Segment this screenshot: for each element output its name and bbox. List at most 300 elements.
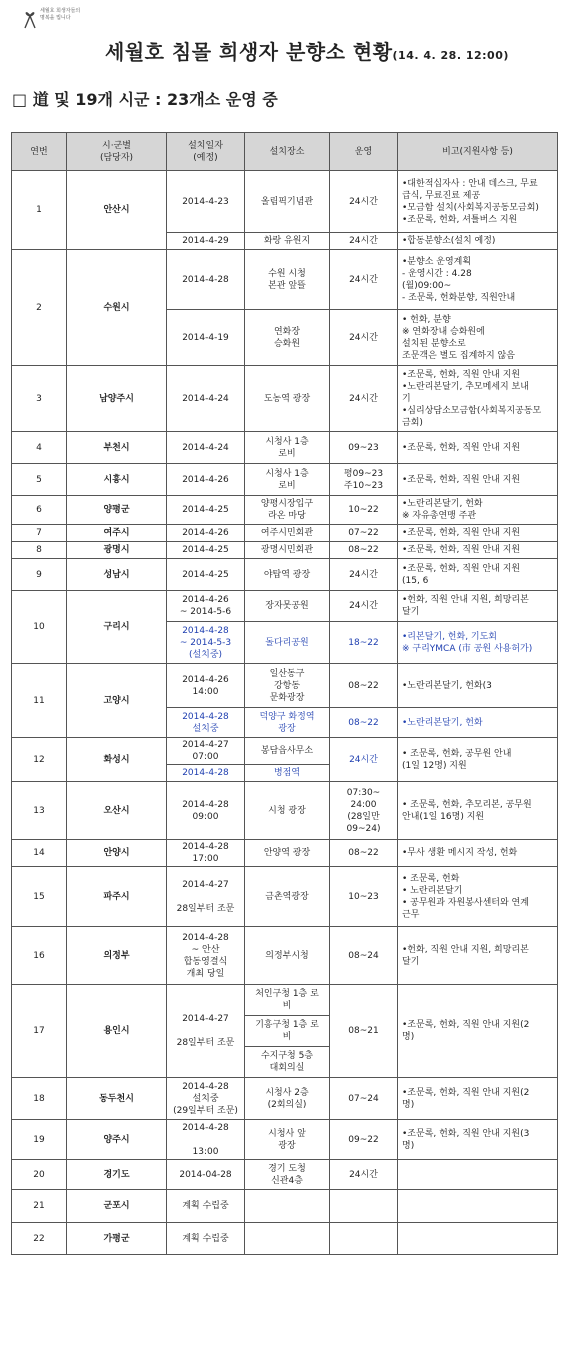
region-name-line: 여주시 [103,528,130,538]
operating-hours-line: 10~22 [348,505,379,515]
table-row [12,496,558,525]
install-date [167,250,245,310]
remarks-line: ※ 구리YMCA (市 공원 사용허가) [402,643,533,654]
operating-hours-line: 24시간 [349,236,378,246]
operating-hours [330,782,398,840]
operating-hours-line: 평09~23 [343,468,384,479]
remarks [398,927,558,985]
remarks-line: •합동분향소(설치 예정) [402,236,496,246]
install-date-line: 2014-4-23 [182,196,229,207]
operating-hours [330,1160,398,1190]
column-header-1-line: 시·군별 [102,140,131,151]
install-date [167,840,245,867]
install-place-line: 대회의실 [269,1063,305,1073]
operating-hours [330,464,398,496]
remarks-line [402,1200,555,1212]
remarks-line: •심리상담소모금함(사회복지공동모 [402,405,542,416]
row-number [12,664,67,738]
region-name [67,1078,167,1120]
install-date-line: ~ 2014-5-6 [179,607,232,617]
table-row [12,1223,558,1255]
operating-hours-line: 07~22 [348,528,379,538]
install-place-line: 광명시민회관 [260,545,314,555]
remarks-line: •조문록, 헌화, 직원 안내 지원 [402,528,521,538]
table-row [12,1160,558,1190]
remarks-line: ※ 연화장내 승화원에 [402,326,485,337]
row-number-line: 20 [33,1169,45,1180]
remarks-line: •헌화, 직원 안내 지원, 희망리본 [402,944,529,955]
install-date [167,432,245,464]
install-place-line: 도농역 광장 [263,393,311,404]
install-date-line: 2014-4-28 [182,1122,229,1133]
remarks-line: •노란리본달기, 추모메세지 보내 [402,381,529,392]
install-place-line: 라온 마당 [268,511,306,521]
install-place-line: 연화장 [273,326,301,337]
title-date: (14. 4. 28. 12:00) [392,49,509,62]
operating-hours-line: 24시간 [349,196,378,207]
install-date [167,233,245,250]
install-date-line: 2014-04-28 [179,1169,232,1180]
install-place-line: 본관 앞뜰 [268,280,306,291]
install-place-line: 일산동구 [269,668,305,679]
remarks [398,867,558,927]
install-date [167,496,245,525]
install-date-line: 09:00 [192,811,219,822]
remarks-line: - 조문록, 헌화분향, 직원안내 [402,292,516,303]
remarks-line: •모금함 설치(사회복지공동모금회) [402,202,539,213]
remarks [398,233,558,250]
install-date [167,1160,245,1190]
operating-hours [330,738,398,782]
remarks-line: 기 [402,393,411,404]
install-place-line: 수원 시청 [268,268,306,279]
table-row [12,171,558,233]
install-date-line: 13:00 [192,1146,219,1157]
row-number [12,927,67,985]
install-place [245,542,330,559]
install-place-line: 광장 [278,1140,296,1151]
column-header-4 [330,133,398,171]
remarks-line: 급식, 무료진료 제공 [402,190,481,201]
region-name [67,867,167,927]
operating-hours-line: 07:30~ [346,787,381,798]
region-name-line: 동두천시 [99,1093,134,1104]
install-place-line [247,1233,327,1245]
install-date [167,867,245,927]
install-place [245,1047,330,1078]
table-header-row [12,133,558,171]
install-date-line: 2014-4-27 [182,740,229,750]
region-name-line: 시흥시 [103,474,130,485]
region-name-line: 광명시 [103,545,130,555]
remarks-line: •분향소 운영계획 [402,256,472,267]
install-date-line: 설치중 [192,1093,219,1104]
operating-hours [330,622,398,664]
install-place [245,1160,330,1190]
remarks-line: •조문록, 헌화, 셔틀버스 지원 [402,214,518,225]
remarks [398,171,558,233]
row-number [12,840,67,867]
operating-hours [330,310,398,366]
install-date [167,464,245,496]
install-date-line: 2014-4-25 [182,545,229,555]
install-place-line: 강항동 [273,680,301,691]
install-place [245,1190,330,1223]
operating-hours-line: 07~24 [348,1093,379,1104]
region-name [67,366,167,432]
remarks [398,559,558,591]
row-number [12,867,67,927]
install-date-line: 2014-4-29 [182,236,229,246]
remarks-line: 명) [402,1032,415,1042]
install-date [167,765,245,782]
remarks-line: 명) [402,1140,415,1151]
install-place [245,985,330,1016]
table-body [12,171,558,1255]
region-name-line: 오산시 [103,805,130,816]
remarks-line: •대한적십자사 : 안내 데스크, 무료 [402,178,538,189]
install-date-line: 2014-4-28 [182,799,229,810]
operating-hours [330,840,398,867]
region-name [67,250,167,366]
install-date [167,738,245,765]
remarks-line: 조문객은 별도 집계하지 않음 [402,350,515,361]
table-row [12,432,558,464]
remarks-line [402,1169,555,1181]
install-date-line: ~ 안산 [191,944,220,955]
remarks [398,525,558,542]
install-place [245,1223,330,1255]
row-number-line: 2 [36,302,42,313]
remarks-line: • 노란리본달기 [402,885,463,896]
install-place-line: 덕양구 화정역 [259,711,315,722]
remarks-line: •노란리본달기, 헌화 [402,499,483,509]
table-row [12,250,558,310]
install-date-line: 2014-4-26 [182,528,229,538]
remarks-line: •리본달기, 헌화, 기도회 [402,631,497,642]
region-name [67,1120,167,1160]
install-place [245,927,330,985]
region-name-line: 수원시 [103,302,130,313]
install-place-line: 시청 광장 [268,805,306,816]
install-date-line: 2014-4-27 [182,879,229,890]
row-number [12,366,67,432]
operating-hours-line: 08~22 [348,545,379,555]
region-name-line: 고양시 [103,695,130,706]
table-row [12,525,558,542]
operating-hours [330,171,398,233]
remarks-line: •노란리본달기, 헌화(3 [402,680,492,691]
remarks-line: 명) [402,1099,415,1110]
remarks-line: • 조문록, 헌화, 추모리본, 공무원 [402,799,532,810]
install-date [167,542,245,559]
memorial-logo [22,6,84,34]
install-place [245,171,330,233]
region-name [67,464,167,496]
install-place-line: 돌다리공원 [265,637,309,648]
operating-hours-line: 24시간 [349,1169,378,1180]
region-name-line: 안양시 [103,848,130,858]
install-date [167,1120,245,1160]
install-place-line: 승화원 [273,338,301,349]
row-number [12,1190,67,1223]
operating-hours-line: 24시간 [349,569,378,580]
remarks-line: •헌화, 직원 안내 지원, 희망리본 [402,595,529,605]
remarks-line: 달기 [402,607,420,617]
install-date-line: 개최 당일 [186,968,225,979]
remarks-line: •조문록, 헌화, 직원 안내 지원 [402,545,521,555]
install-place-line: 장자못공원 [265,601,309,611]
operating-hours-line: 주10~23 [343,480,384,491]
operating-hours-line: 08~22 [348,680,379,691]
column-header-2-line: 설치일자 [188,140,223,151]
operating-hours [330,867,398,927]
remarks-line: 근무 [402,909,420,920]
row-number-line: 13 [33,805,45,816]
install-date-line: 2014-4-28 [182,274,229,285]
install-place [245,1016,330,1047]
remarks [398,464,558,496]
row-number-line: 1 [36,205,42,215]
remarks-line: •조문록, 헌화, 직원 안내 지원 [402,563,521,574]
column-header-0 [12,133,67,171]
operating-hours-line: 08~22 [348,717,379,728]
remarks [398,366,558,432]
column-header-3-line: 설치장소 [269,146,305,157]
region-name-line: 화성시 [103,754,130,765]
install-place [245,1120,330,1160]
remarks-line: ※ 자유총연맹 주관 [402,511,477,521]
install-date-line [169,1134,242,1146]
install-place [245,496,330,525]
operating-hours-line [332,1200,395,1212]
page-subtitle: □ 道 및 19개 시군 : 23개소 운영 중 [12,90,278,109]
operating-hours [330,496,398,525]
region-name [67,432,167,464]
operating-hours-line: 09~22 [348,1134,379,1145]
logo-line-1: 세월호 희생자들의 [40,8,81,14]
table-row [12,1190,558,1223]
install-place [245,840,330,867]
install-date [167,664,245,708]
region-name [67,1223,167,1255]
operating-hours-line: 08~22 [348,848,379,858]
install-place-line: 의정부시청 [265,950,309,961]
install-place-line: 기흥구청 1층 로 [255,1020,319,1030]
operating-hours [330,1190,398,1223]
row-number [12,542,67,559]
install-place-line: 처인구청 1층 로 [255,989,319,999]
install-place-line: 병점역 [273,768,301,778]
install-place-line: 경기 도청 [268,1163,306,1174]
row-number [12,1120,67,1160]
remarks [398,1078,558,1120]
remarks-line: •조문록, 헌화, 직원 안내 지원 [402,369,521,380]
install-date-line [169,891,242,903]
install-date-line [169,1025,242,1037]
operating-hours [330,432,398,464]
row-number [12,1223,67,1255]
install-date-line: 07:00 [192,752,219,762]
row-number-line: 15 [33,891,45,902]
remarks-line: - 운영시간 : 4.28 [402,268,472,279]
logo-text [40,8,80,22]
table-row [12,840,558,867]
install-date-line: 2014-4-28 [182,1081,229,1092]
row-number-line: 5 [36,474,42,485]
remarks-line [402,1233,555,1245]
install-place [245,591,330,622]
install-place [245,867,330,927]
operating-hours-line: 24시간 [349,601,378,611]
row-number-line: 14 [33,848,45,858]
column-header-2-line: (예정) [193,152,218,163]
table-row [12,927,558,985]
remarks [398,1223,558,1255]
operating-hours-line: 24:00 [350,799,377,810]
install-date-line: 2014-4-26 [182,674,229,685]
operating-hours-line: 24시간 [349,274,378,285]
remarks [398,1120,558,1160]
row-number-line: 6 [36,505,42,515]
region-name-line: 용인시 [103,1026,130,1036]
install-place [245,664,330,708]
row-number [12,171,67,250]
region-name-line: 양주시 [103,1134,130,1145]
logo-line-2: 명복을 빕니다 [40,15,71,21]
region-name [67,1190,167,1223]
remarks [398,496,558,525]
row-number-line: 17 [33,1026,45,1036]
row-number [12,464,67,496]
install-place-line: 시청사 1층 [265,436,309,447]
install-place-line: 안양역 광장 [263,848,311,858]
install-date-line: 2014-4-28 [182,711,229,722]
install-place [245,559,330,591]
remarks-line: 안내(1일 16명) 지원 [402,811,485,822]
install-place-line: 여주시민회관 [260,528,314,538]
operating-hours [330,1223,398,1255]
remarks-line: 달기 [402,956,420,967]
install-date-line: 설치중 [192,723,219,734]
operating-hours [330,1120,398,1160]
row-number-line: 19 [33,1134,45,1145]
region-name-line: 경기도 [103,1169,130,1180]
remarks [398,542,558,559]
column-header-1-line: (담당자) [99,152,134,163]
row-number [12,432,67,464]
row-number-line: 16 [33,950,45,961]
install-place [245,708,330,738]
install-place [245,622,330,664]
install-place-line: 비 [282,1001,292,1011]
region-name [67,525,167,542]
region-name [67,927,167,985]
install-date-line: 계획 수립중 [182,1233,229,1244]
remarks [398,622,558,664]
install-place-line: (2회의실) [267,1099,307,1110]
remarks [398,840,558,867]
region-name-line: 군포시 [103,1201,130,1211]
operating-hours-line: 10~23 [348,891,379,902]
ribbon-icon [22,8,38,30]
install-date-line: 합동영결식 [183,956,228,967]
install-place-line [247,1200,327,1212]
remarks [398,738,558,782]
install-date-line: 2014-4-25 [182,505,229,515]
install-place-line: 올림픽기념관 [260,196,314,207]
column-header-1 [67,133,167,171]
install-place-line: 화랑 유원지 [263,236,311,246]
operating-hours [330,1078,398,1120]
install-place [245,366,330,432]
table-row [12,985,558,1016]
row-number-line: 21 [33,1201,45,1211]
install-date [167,559,245,591]
table-row [12,1120,558,1160]
install-date [167,171,245,233]
region-name-line: 구리시 [103,622,130,632]
install-date [167,927,245,985]
operating-hours-line: 18~22 [348,637,379,648]
remarks [398,782,558,840]
operating-hours [330,542,398,559]
operating-hours [330,525,398,542]
operating-hours [330,250,398,310]
region-name [67,840,167,867]
region-name [67,738,167,782]
region-name [67,664,167,738]
column-header-5-line: 비고(지원사항 등) [442,146,513,157]
install-place-line: 로비 [278,448,296,459]
memorial-sites-table [11,132,558,1255]
operating-hours [330,708,398,738]
install-date [167,1223,245,1255]
table-row [12,542,558,559]
region-name-line: 부천시 [103,442,130,453]
install-place-line: 시청사 앞 [268,1128,306,1139]
remarks [398,310,558,366]
install-place-line: 수지구청 5층 [260,1051,314,1061]
remarks [398,664,558,708]
region-name-line: 의정부 [103,950,130,961]
install-place [245,765,330,782]
column-header-3 [245,133,330,171]
install-date-line: 14:00 [192,686,219,697]
install-date-line: 28일부터 조문 [176,1038,235,1048]
remarks [398,432,558,464]
install-date [167,1190,245,1223]
install-place-line: 양평시장입구 [260,499,314,509]
operating-hours [330,927,398,985]
install-date-line: 2014-4-25 [182,569,229,580]
table-row [12,464,558,496]
install-date-line: 2014-4-19 [182,332,229,343]
remarks-line: •조문록, 헌화, 직원 안내 지원(2 [402,1087,530,1098]
region-name [67,985,167,1078]
row-number-line: 22 [33,1233,45,1244]
region-name [67,496,167,525]
operating-hours [330,985,398,1078]
remarks-line: •조문록, 헌화, 직원 안내 지원 [402,442,521,453]
row-number [12,559,67,591]
remarks-line: •조문록, 헌화, 직원 안내 지원(3 [402,1128,530,1139]
region-name [67,1160,167,1190]
row-number [12,1078,67,1120]
operating-hours-line [332,1233,395,1245]
operating-hours-line: 09~24) [346,823,381,834]
install-date [167,985,245,1078]
